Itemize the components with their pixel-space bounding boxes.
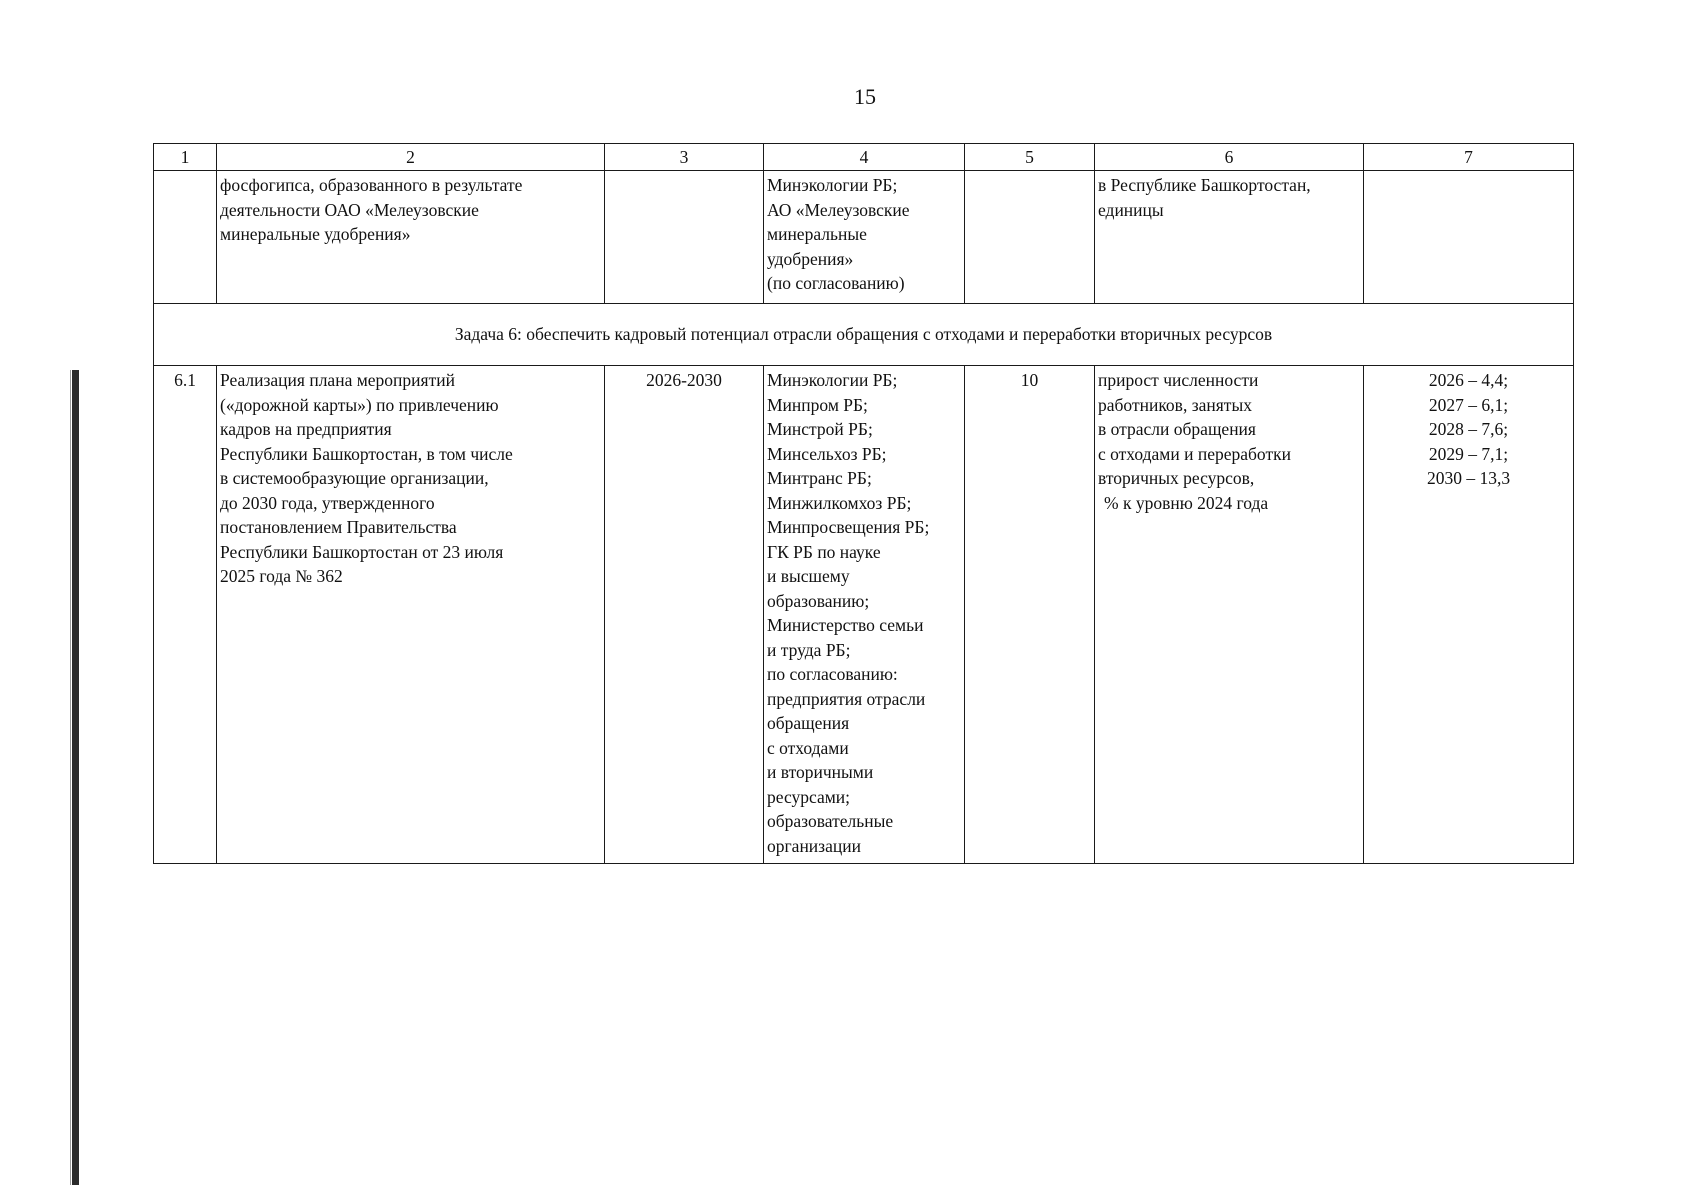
text-line: и вторичными [767, 762, 874, 782]
text-line: по согласованию: [767, 664, 898, 684]
cont-col5-cell [965, 171, 1095, 304]
value-line: 2027 – 6,1; [1428, 394, 1509, 415]
text-line: Республики Башкортостан от 23 июля [220, 541, 504, 562]
text-line: Минэкологии РБ; [767, 370, 898, 390]
text-line: с отходами [767, 737, 849, 758]
task-heading: Задача 6: обеспечить кадровый потенциал отрасли обращения с отходами и переработки вторичных ресурсов [154, 304, 1574, 366]
value-line: 2030 – 13,3 [1426, 468, 1511, 488]
text-line: Минпросвещения РБ; [767, 517, 930, 537]
header-cell-1: 1 [154, 144, 217, 171]
cont-description-cell [217, 171, 605, 304]
text-line: обращения [767, 713, 850, 733]
header-cell-4: 4 [764, 144, 965, 171]
text-line: образованию; [767, 590, 870, 611]
text-line: Минпром РБ; [767, 394, 868, 415]
text-line: работников, занятых [1098, 394, 1252, 415]
text-line: Минжилкомхоз РБ; [767, 492, 912, 513]
text-line: Минтранс РБ; [767, 468, 872, 488]
text-line: Реализация плана мероприятий [220, 370, 455, 390]
text-line: образовательные [767, 811, 894, 831]
item-executors-cell [764, 366, 965, 864]
text-line: фосфогипса, образованного в результате [220, 175, 523, 195]
item-values-cell [1364, 366, 1574, 864]
continuation-row [154, 171, 1574, 304]
text-line: 2025 года № 362 [220, 566, 343, 586]
text-line: Минсельхоз РБ; [767, 443, 887, 464]
text-line: до 2030 года, утвержденного [220, 492, 435, 513]
text-line: ресурсами; [767, 786, 851, 807]
text-line: минеральные [767, 224, 867, 244]
text-line: Минстрой РБ; [767, 419, 873, 439]
header-cell-2: 2 [217, 144, 605, 171]
text-line: кадров на предприятия [220, 419, 392, 439]
item-description-cell [217, 366, 605, 864]
text-line: вторичных ресурсов, [1098, 468, 1255, 488]
value-line: 2029 – 7,1; [1428, 443, 1509, 464]
text-line: минеральные удобрения» [220, 224, 411, 244]
header-cell-5: 5 [965, 144, 1095, 171]
text-line: единицы [1098, 199, 1164, 220]
scan-edge-line [70, 370, 71, 1185]
text-line: постановлением Правительства [220, 517, 457, 537]
text-line: в Республике Башкортостан, [1098, 175, 1311, 195]
text-line: в отрасли обращения [1098, 419, 1256, 439]
item-row [154, 366, 1574, 864]
text-line: деятельности ОАО «Мелеузовские [220, 199, 479, 220]
header-row [154, 144, 1574, 171]
cont-values-cell [1364, 171, 1574, 304]
item-number-cell: 6.1 [154, 366, 217, 864]
text-line: ГК РБ по науке [767, 541, 881, 562]
text-line: АО «Мелеузовские [767, 199, 910, 220]
header-cell-7: 7 [1364, 144, 1574, 171]
text-line: % к уровню 2024 года [1104, 492, 1269, 513]
text-line: и высшему [767, 566, 850, 586]
text-line: предприятия отрасли [767, 688, 926, 709]
text-line: в системообразующие организации, [220, 468, 489, 488]
text-line: («дорожной карты») по привлечению [220, 394, 499, 415]
header-cell-6: 6 [1095, 144, 1364, 171]
text-line: организации [767, 835, 861, 856]
text-line: (по согласованию) [767, 273, 905, 293]
item-indicator-cell [1095, 366, 1364, 864]
cont-executors-cell [764, 171, 965, 304]
header-cell-3: 3 [605, 144, 764, 171]
text-line: прирост численности [1098, 370, 1259, 390]
item-col5-cell: 10 [965, 366, 1095, 864]
text-line: Министерство семьи [767, 615, 924, 635]
text-line: и труда РБ; [767, 639, 851, 660]
task-row [154, 304, 1574, 366]
text-line: Республики Башкортостан, в том числе [220, 443, 513, 464]
value-line: 2026 – 4,4; [1428, 370, 1509, 390]
measures-table [153, 143, 1574, 864]
cont-number-cell [154, 171, 217, 304]
cont-period-cell [605, 171, 764, 304]
text-line: удобрения» [767, 248, 854, 269]
binding-edge [72, 370, 79, 1185]
text-line: с отходами и переработки [1098, 443, 1291, 464]
value-line: 2028 – 7,6; [1428, 419, 1509, 439]
item-period-cell: 2026-2030 [605, 366, 764, 864]
page-number: 15 [854, 84, 876, 109]
text-line: Минэкологии РБ; [767, 175, 898, 195]
cont-indicator-cell [1095, 171, 1364, 304]
